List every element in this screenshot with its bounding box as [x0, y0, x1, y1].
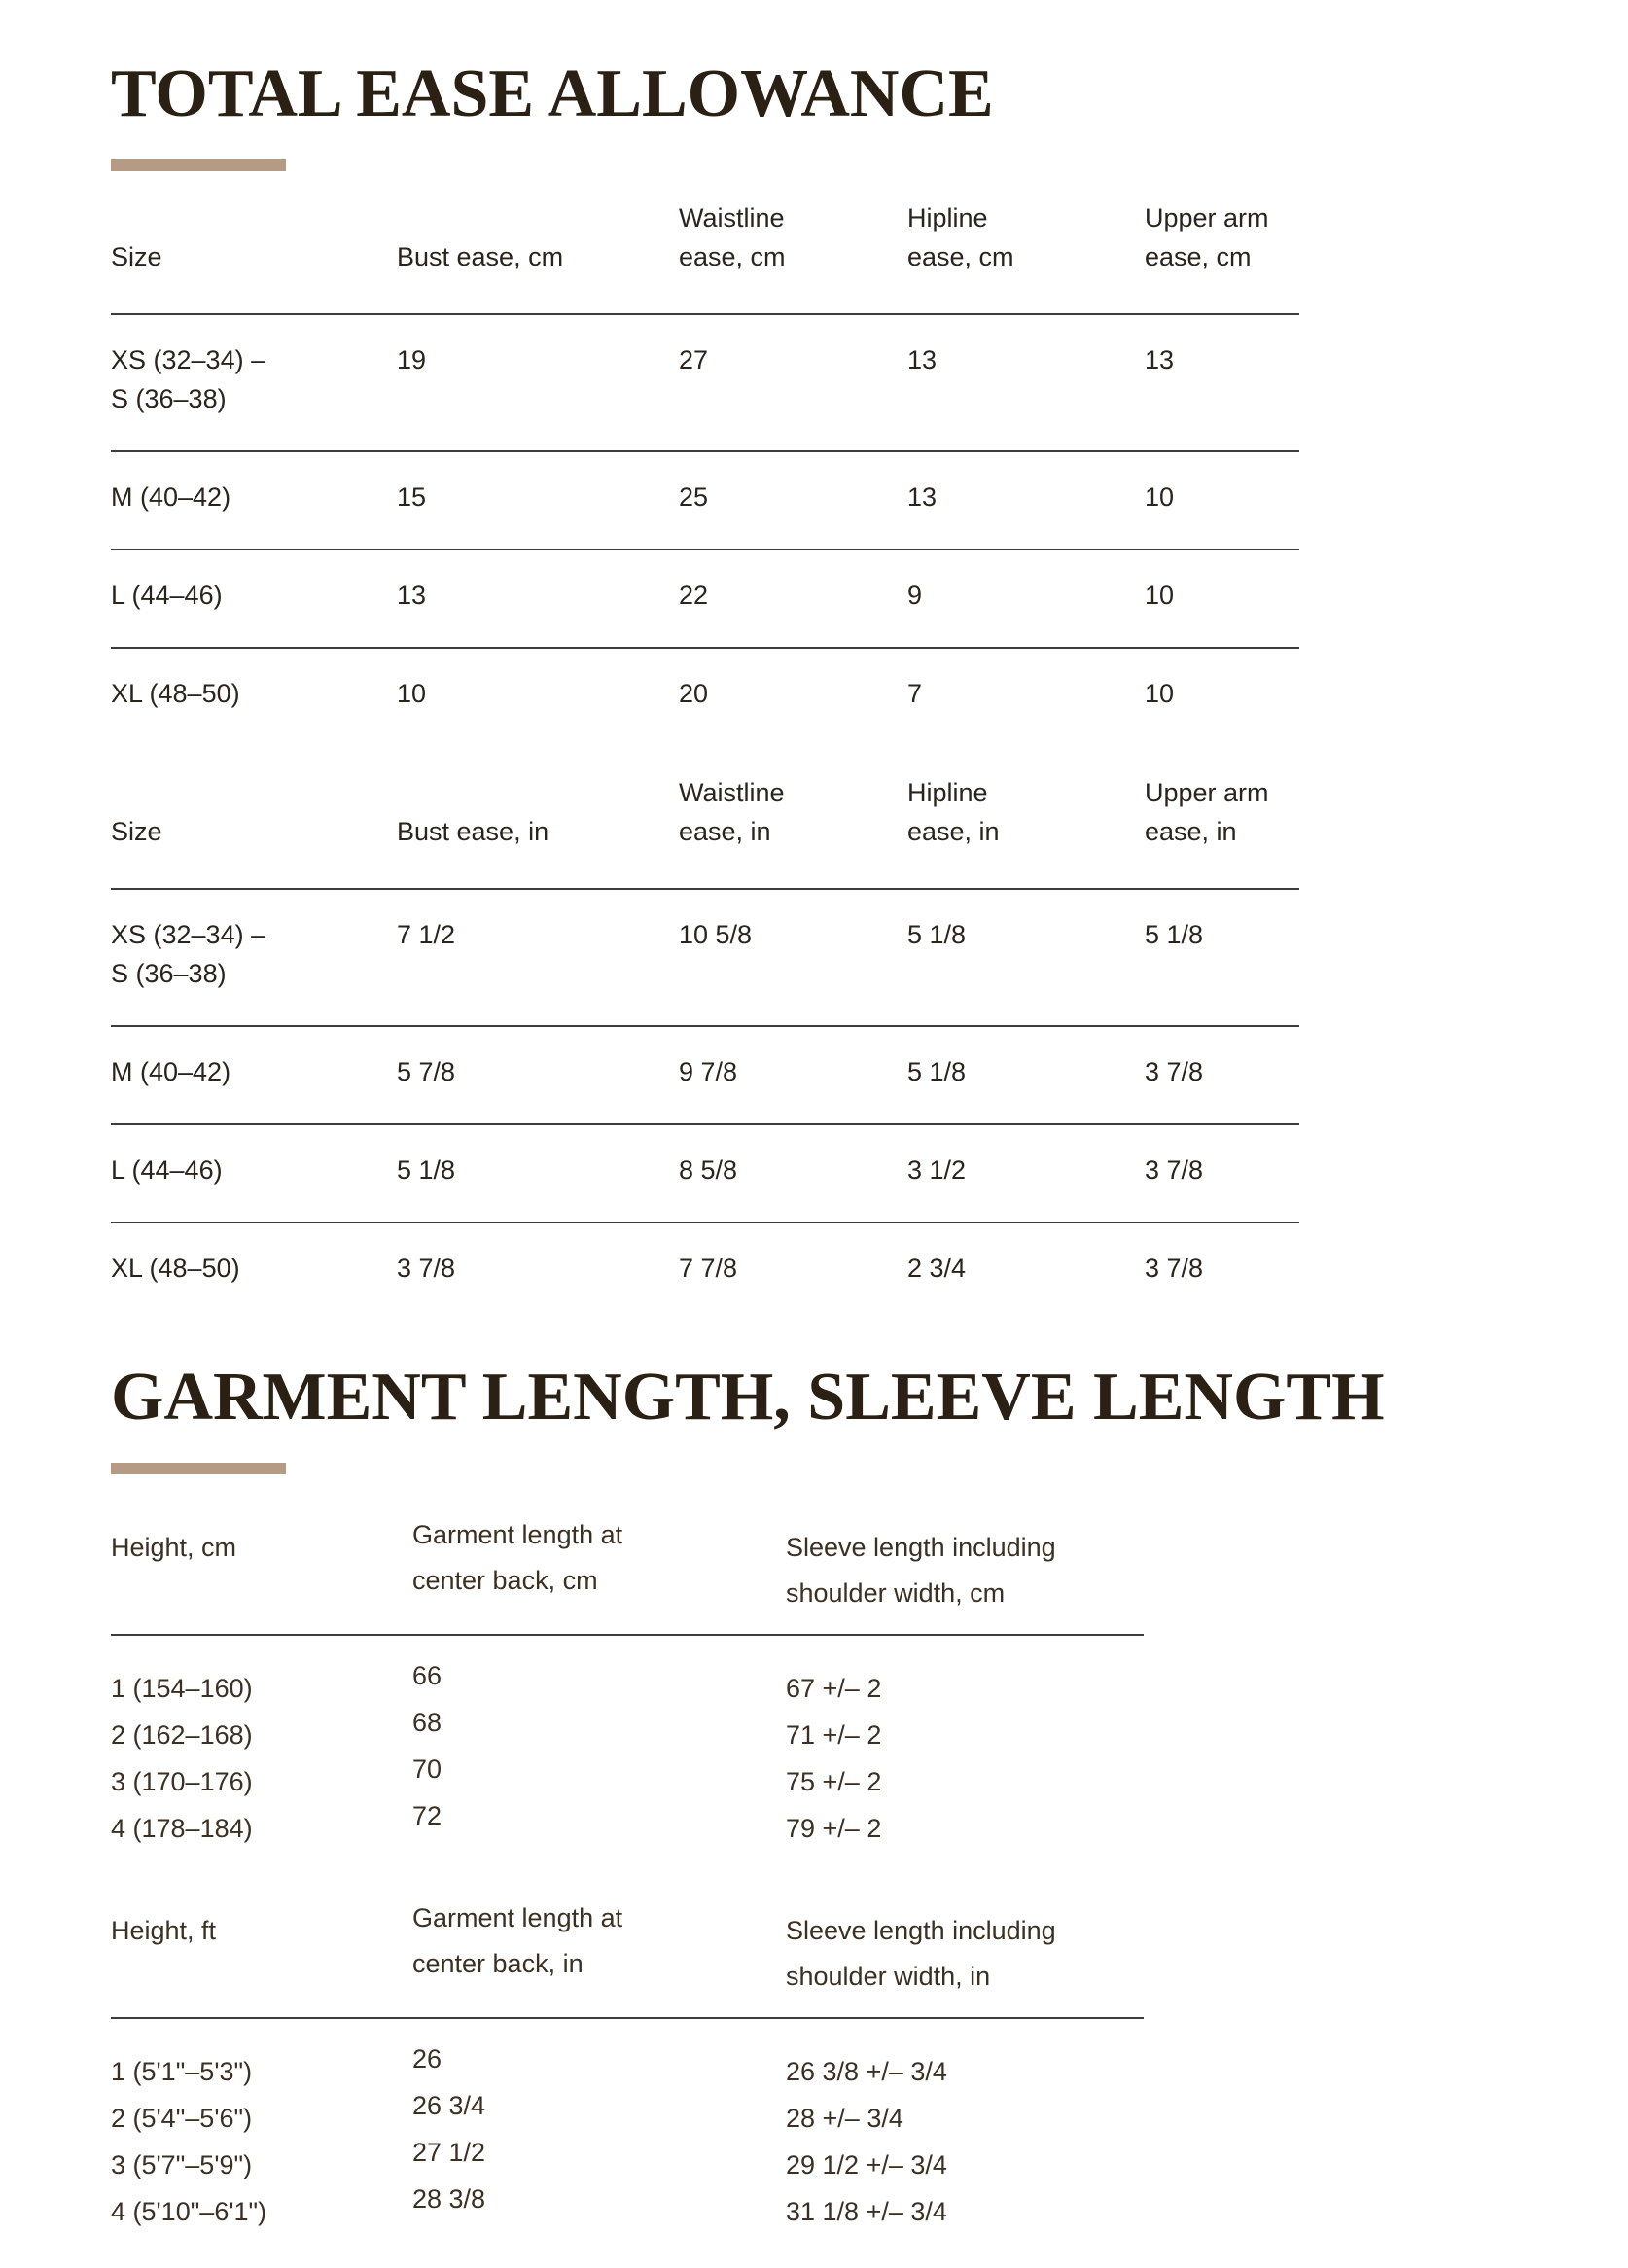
- cell-garment-lengths: [412, 1652, 786, 1839]
- cell-hipline-ease: 13: [907, 345, 938, 374]
- cell-waistline-ease: 7 7/8: [679, 1254, 738, 1283]
- cell-size: L (44–46): [111, 1155, 223, 1185]
- garment-length-value: 26: [412, 2044, 442, 2073]
- cell-upper-arm-ease: 13: [1145, 345, 1175, 374]
- cell-waistline-ease: 10 5/8: [679, 920, 753, 949]
- cell-hipline-ease: 13: [907, 482, 938, 512]
- cell-size: XL (48–50): [111, 679, 240, 708]
- cell-waistline-ease: 27: [679, 345, 709, 374]
- garment-length-value: 68: [412, 1708, 442, 1737]
- length-table-ft-body: [111, 2019, 1144, 2235]
- cell-upper-arm-ease: 3 7/8: [1145, 1155, 1204, 1185]
- column-header-height: Height, cm: [111, 1533, 237, 1562]
- garment-length-value: 72: [412, 1801, 442, 1830]
- cell-bust-ease: 13: [397, 581, 427, 610]
- length-table-cm-body: [111, 1636, 1144, 1852]
- sleeve-length-value: 28 +/– 3/4: [786, 2104, 903, 2133]
- length-table-ft: [111, 1903, 1144, 2235]
- cell-bust-ease: 5 1/8: [397, 1155, 456, 1185]
- table-row-m: [111, 1027, 1299, 1125]
- cell-hipline-ease: 9: [907, 581, 923, 610]
- column-header-hipline: Hipline ease, in: [907, 778, 1000, 846]
- cell-hipline-ease: 5 1/8: [907, 920, 967, 949]
- column-header-upper-arm: Upper arm ease, cm: [1145, 203, 1269, 271]
- garment-length-value: 70: [412, 1754, 442, 1784]
- height-value: 2 (162–168): [111, 1720, 253, 1750]
- length-table-cm-header: [111, 1520, 1144, 1636]
- sleeve-length-value: 26 3/8 +/– 3/4: [786, 2057, 947, 2086]
- table-row-xs-s: [111, 890, 1299, 1027]
- column-header-size: Size: [111, 817, 162, 846]
- cell-waistline-ease: 9 7/8: [679, 1057, 738, 1086]
- cell-bust-ease: 3 7/8: [397, 1254, 456, 1283]
- table-row-xs-s: [111, 315, 1299, 452]
- sleeve-length-value: 29 1/2 +/– 3/4: [786, 2150, 947, 2179]
- table-row-l: [111, 1125, 1299, 1223]
- title-underline-accent: [111, 159, 286, 171]
- column-header-bust: Bust ease, in: [397, 817, 549, 846]
- ease-table-cm: [111, 198, 1299, 740]
- height-value: 3 (5'7"–5'9"): [111, 2150, 253, 2179]
- column-header-sleeve-length: Sleeve length including shoulder width, cm: [786, 1533, 1056, 1608]
- cell-bust-ease: 15: [397, 482, 427, 512]
- cell-waistline-ease: 8 5/8: [679, 1155, 738, 1185]
- sleeve-length-value: 31 1/8 +/– 3/4: [786, 2197, 947, 2226]
- column-header-upper-arm: Upper arm ease, in: [1145, 778, 1269, 846]
- height-value: 2 (5'4"–5'6"): [111, 2104, 253, 2133]
- cell-waistline-ease: 22: [679, 581, 709, 610]
- cell-hipline-ease: 3 1/2: [907, 1155, 967, 1185]
- cell-waistline-ease: 25: [679, 482, 709, 512]
- garment-length-value: 26 3/4: [412, 2091, 486, 2120]
- table-row-m: [111, 452, 1299, 550]
- column-header-sleeve-length: Sleeve length including shoulder width, in: [786, 1916, 1056, 1991]
- cell-heights: [111, 2048, 412, 2235]
- cell-bust-ease: 10: [397, 679, 427, 708]
- table-row-xl: [111, 649, 1299, 740]
- cell-size: XS (32–34) – S (36–38): [111, 920, 266, 988]
- cell-bust-ease: 19: [397, 345, 427, 374]
- column-header-garment-length: Garment length at center back, cm: [412, 1520, 623, 1595]
- column-header-bust: Bust ease, cm: [397, 242, 564, 271]
- cell-upper-arm-ease: 5 1/8: [1145, 920, 1204, 949]
- height-value: 1 (5'1"–5'3"): [111, 2057, 253, 2086]
- table-row-l: [111, 550, 1299, 649]
- height-value: 4 (5'10"–6'1"): [111, 2197, 267, 2226]
- height-value: 4 (178–184): [111, 1814, 253, 1843]
- cell-hipline-ease: 5 1/8: [907, 1057, 967, 1086]
- column-header-height: Height, ft: [111, 1916, 217, 1945]
- sleeve-length-value: 79 +/– 2: [786, 1814, 882, 1843]
- cell-size: XS (32–34) – S (36–38): [111, 345, 266, 413]
- cell-bust-ease: 5 7/8: [397, 1057, 456, 1086]
- cell-size: XL (48–50): [111, 1254, 240, 1283]
- table-row-xl: [111, 1223, 1299, 1315]
- cell-size: M (40–42): [111, 1057, 231, 1086]
- height-value: 1 (154–160): [111, 1674, 253, 1703]
- cell-hipline-ease: 7: [907, 679, 923, 708]
- column-header-waistline: Waistline ease, cm: [679, 203, 786, 271]
- cell-upper-arm-ease: 3 7/8: [1145, 1057, 1204, 1086]
- cell-upper-arm-ease: 10: [1145, 482, 1175, 512]
- cell-sleeve-lengths: [786, 2048, 1144, 2235]
- garment-length-value: 27 1/2: [412, 2138, 486, 2167]
- column-header-waistline: Waistline ease, in: [679, 778, 785, 846]
- ease-table-in-header: [111, 773, 1299, 890]
- cell-size: L (44–46): [111, 581, 223, 610]
- length-table-ft-header: [111, 1903, 1144, 2019]
- section-title-length: GARMENT LENGTH, SLEEVE LENGTH: [111, 1360, 1385, 1435]
- sleeve-length-value: 75 +/– 2: [786, 1767, 882, 1796]
- column-header-garment-length: Garment length at center back, in: [412, 1903, 623, 1978]
- length-table-cm: [111, 1520, 1144, 1852]
- column-header-hipline: Hipline ease, cm: [907, 203, 1014, 271]
- cell-garment-lengths: [412, 2036, 786, 2222]
- garment-length-value: 28 3/8: [412, 2184, 486, 2214]
- column-header-size: Size: [111, 242, 162, 271]
- ease-table-in: [111, 773, 1299, 1315]
- cell-upper-arm-ease: 10: [1145, 581, 1175, 610]
- cell-waistline-ease: 20: [679, 679, 709, 708]
- cell-bust-ease: 7 1/2: [397, 920, 456, 949]
- cell-hipline-ease: 2 3/4: [907, 1254, 967, 1283]
- sleeve-length-value: 67 +/– 2: [786, 1674, 882, 1703]
- section-title-ease: TOTAL EASE ALLOWANCE: [111, 56, 994, 131]
- cell-sleeve-lengths: [786, 1665, 1144, 1852]
- cell-size: M (40–42): [111, 482, 231, 512]
- sleeve-length-value: 71 +/– 2: [786, 1720, 882, 1750]
- cell-heights: [111, 1665, 412, 1852]
- height-value: 3 (170–176): [111, 1767, 253, 1796]
- cell-upper-arm-ease: 10: [1145, 679, 1175, 708]
- cell-upper-arm-ease: 3 7/8: [1145, 1254, 1204, 1283]
- title-underline-accent: [111, 1463, 286, 1474]
- garment-length-value: 66: [412, 1661, 442, 1690]
- ease-table-cm-header: [111, 198, 1299, 315]
